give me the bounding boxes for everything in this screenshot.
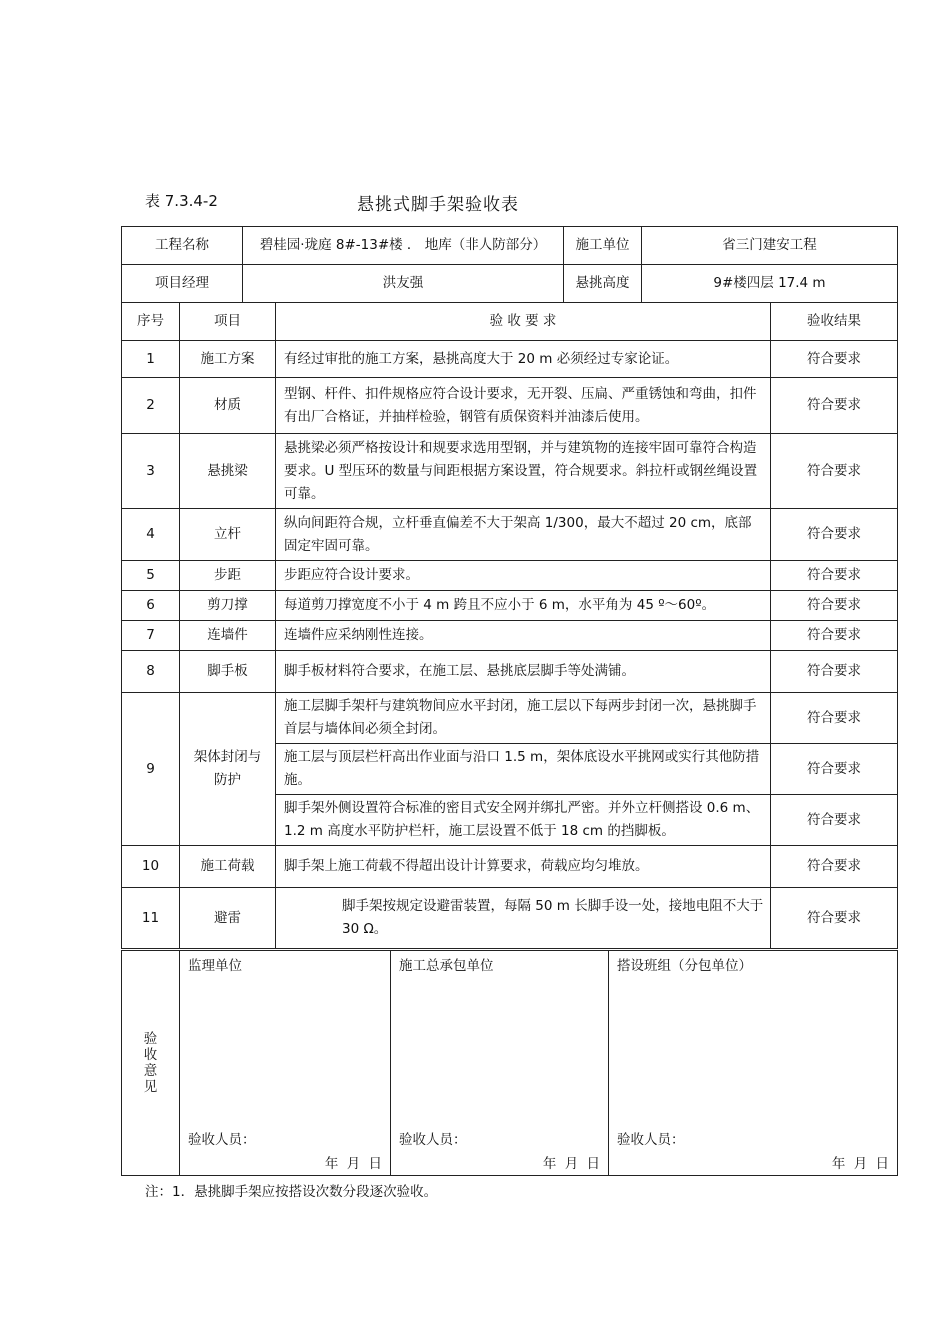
row-item-line1: 架体封闭与 — [193, 749, 262, 765]
box-title: 搭设班组（分包单位） — [617, 958, 752, 974]
row-item: 避雷 — [180, 888, 276, 949]
manager-label: 项目经理 — [122, 265, 243, 303]
project-name-value: 碧桂园·珑庭 8#-13#楼 ． 地库（非人防部分） — [243, 227, 564, 265]
row-result: 符合要求 — [771, 888, 898, 949]
row-result: 符合要求 — [771, 561, 898, 591]
row-item: 悬挑梁 — [180, 434, 276, 509]
inspection-table — [121, 302, 898, 949]
row-requirement: 纵向间距符合规，立杆垂直偏差不大于架高 1/300，最大不超过 20 cm，底部固定牢固可靠。 — [276, 509, 771, 561]
row-seq: 9 — [122, 693, 180, 846]
manager-value: 洪友强 — [243, 265, 564, 303]
box-inspector: 验收人员： — [617, 1132, 685, 1148]
row-result: 符合要求 — [771, 434, 898, 509]
row-result: 符合要求 — [771, 378, 898, 434]
row-requirement: 施工层与顶层栏杆高出作业面与沿口 1.5 m，架体底设水平挑网或实行其他防措施。 — [276, 744, 771, 795]
row-requirement: 脚手架外侧设置符合标准的密目式安全网并绑扎严密。并外立杆侧搭设 0.6 m、1.2 m 高度水平防护栏杆，施工层设置不低于 18 cm 的挡脚板。 — [276, 795, 771, 846]
row-item: 施工方案 — [180, 341, 276, 378]
row-requirement: 每道剪刀撑宽度不小于 4 m 跨且不应小于 6 m，水平角为 45 º～60º。 — [276, 591, 771, 621]
row-result: 符合要求 — [771, 591, 898, 621]
table-row — [122, 434, 898, 509]
row-item: 剪刀撑 — [180, 591, 276, 621]
row-seq: 8 — [122, 651, 180, 693]
project-name-label: 工程名称 — [122, 227, 243, 265]
table-row — [122, 561, 898, 591]
subcontractor-box — [609, 951, 898, 1176]
row-seq: 2 — [122, 378, 180, 434]
row-result: 符合要求 — [771, 341, 898, 378]
height-value: 9#楼四层 17.4 m — [642, 265, 898, 303]
header-result: 验收结果 — [771, 303, 898, 341]
table-row — [122, 651, 898, 693]
row-requirement: 脚手架上施工荷载不得超出设计计算要求，荷载应均匀堆放。 — [276, 846, 771, 888]
row-item — [180, 693, 276, 846]
table-row — [122, 693, 898, 744]
table-row — [122, 888, 898, 949]
contractor-label: 施工单位 — [564, 227, 642, 265]
row-result: 符合要求 — [771, 693, 898, 744]
header-item: 项目 — [180, 303, 276, 341]
table-code: 表 7.3.4-2 — [145, 192, 218, 210]
contractor-value: 省三门建安工程 — [642, 227, 898, 265]
row-item: 材质 — [180, 378, 276, 434]
row-item: 施工荷载 — [180, 846, 276, 888]
document-title: 悬挑式脚手架验收表 — [357, 195, 519, 215]
table-row — [122, 509, 898, 561]
supervisor-box — [180, 951, 391, 1176]
row-seq: 4 — [122, 509, 180, 561]
row-requirement: 连墙件应采纳刚性连接。 — [276, 621, 771, 651]
table-row — [122, 341, 898, 378]
project-info-table — [121, 226, 898, 303]
header-seq: 序号 — [122, 303, 180, 341]
info-row-project — [122, 227, 898, 265]
row-requirement: 悬挑梁必须严格按设计和规要求选用型钢，并与建筑物的连接牢固可靠符合构造要求。U 型压环的数量与间距根据方案设置，符合规要求。斜拉杆或钢丝绳设置可靠。 — [276, 434, 771, 509]
info-row-manager — [122, 265, 898, 303]
row-seq: 5 — [122, 561, 180, 591]
row-requirement: 有经过审批的施工方案，悬挑高度大于 20 m 必须经过专家论证。 — [276, 341, 771, 378]
row-result: 符合要求 — [771, 744, 898, 795]
box-title: 施工总承包单位 — [399, 958, 494, 974]
general-contractor-box — [391, 951, 609, 1176]
table-row — [122, 621, 898, 651]
row-requirement: 脚手架按规定设避雷装置，每隔 50 m 长脚手设一处，接地电阻不大于 30 Ω。 — [276, 888, 771, 949]
row-requirement: 型钢、杆件、扣件规格应符合设计要求，无开裂、压扁、严重锈蚀和弯曲，扣件有出厂合格证，并抽样检验，钢管有质保资料并油漆后使用。 — [276, 378, 771, 434]
row-result: 符合要求 — [771, 509, 898, 561]
table-row — [122, 846, 898, 888]
row-item: 脚手板 — [180, 651, 276, 693]
approval-row — [122, 951, 898, 1176]
row-item-line2: 防护 — [214, 772, 241, 788]
header-requirement: 验 收 要 求 — [276, 303, 771, 341]
header-row — [122, 303, 898, 341]
box-title: 监理单位 — [188, 958, 242, 974]
row-result: 符合要求 — [771, 846, 898, 888]
table-row — [122, 591, 898, 621]
row-seq: 6 — [122, 591, 180, 621]
row-seq: 1 — [122, 341, 180, 378]
box-date: 年 月 日 — [324, 1156, 382, 1172]
row-requirement: 施工层脚手架杆与建筑物间应水平封闭，施工层以下每两步封闭一次，悬挑脚手首层与墙体间必须全封闭。 — [276, 693, 771, 744]
box-date: 年 月 日 — [542, 1156, 600, 1172]
footnote: 注：1．悬挑脚手架应按搭设次数分段逐次验收。 — [145, 1184, 438, 1200]
box-inspector: 验收人员： — [188, 1132, 256, 1148]
row-item: 立杆 — [180, 509, 276, 561]
row-result: 符合要求 — [771, 651, 898, 693]
row-result: 符合要求 — [771, 621, 898, 651]
row-seq: 3 — [122, 434, 180, 509]
row-seq: 10 — [122, 846, 180, 888]
approval-vertical-label: 验 收 意 见 — [122, 951, 180, 1176]
row-item: 连墙件 — [180, 621, 276, 651]
box-date: 年 月 日 — [831, 1156, 889, 1172]
box-inspector: 验收人员： — [399, 1132, 467, 1148]
row-requirement: 步距应符合设计要求。 — [276, 561, 771, 591]
height-label: 悬挑高度 — [564, 265, 642, 303]
approval-table — [121, 950, 898, 1176]
row-result: 符合要求 — [771, 795, 898, 846]
table-row — [122, 378, 898, 434]
row-seq: 11 — [122, 888, 180, 949]
row-item: 步距 — [180, 561, 276, 591]
row-requirement: 脚手板材料符合要求，在施工层、悬挑底层脚手等处满铺。 — [276, 651, 771, 693]
row-seq: 7 — [122, 621, 180, 651]
